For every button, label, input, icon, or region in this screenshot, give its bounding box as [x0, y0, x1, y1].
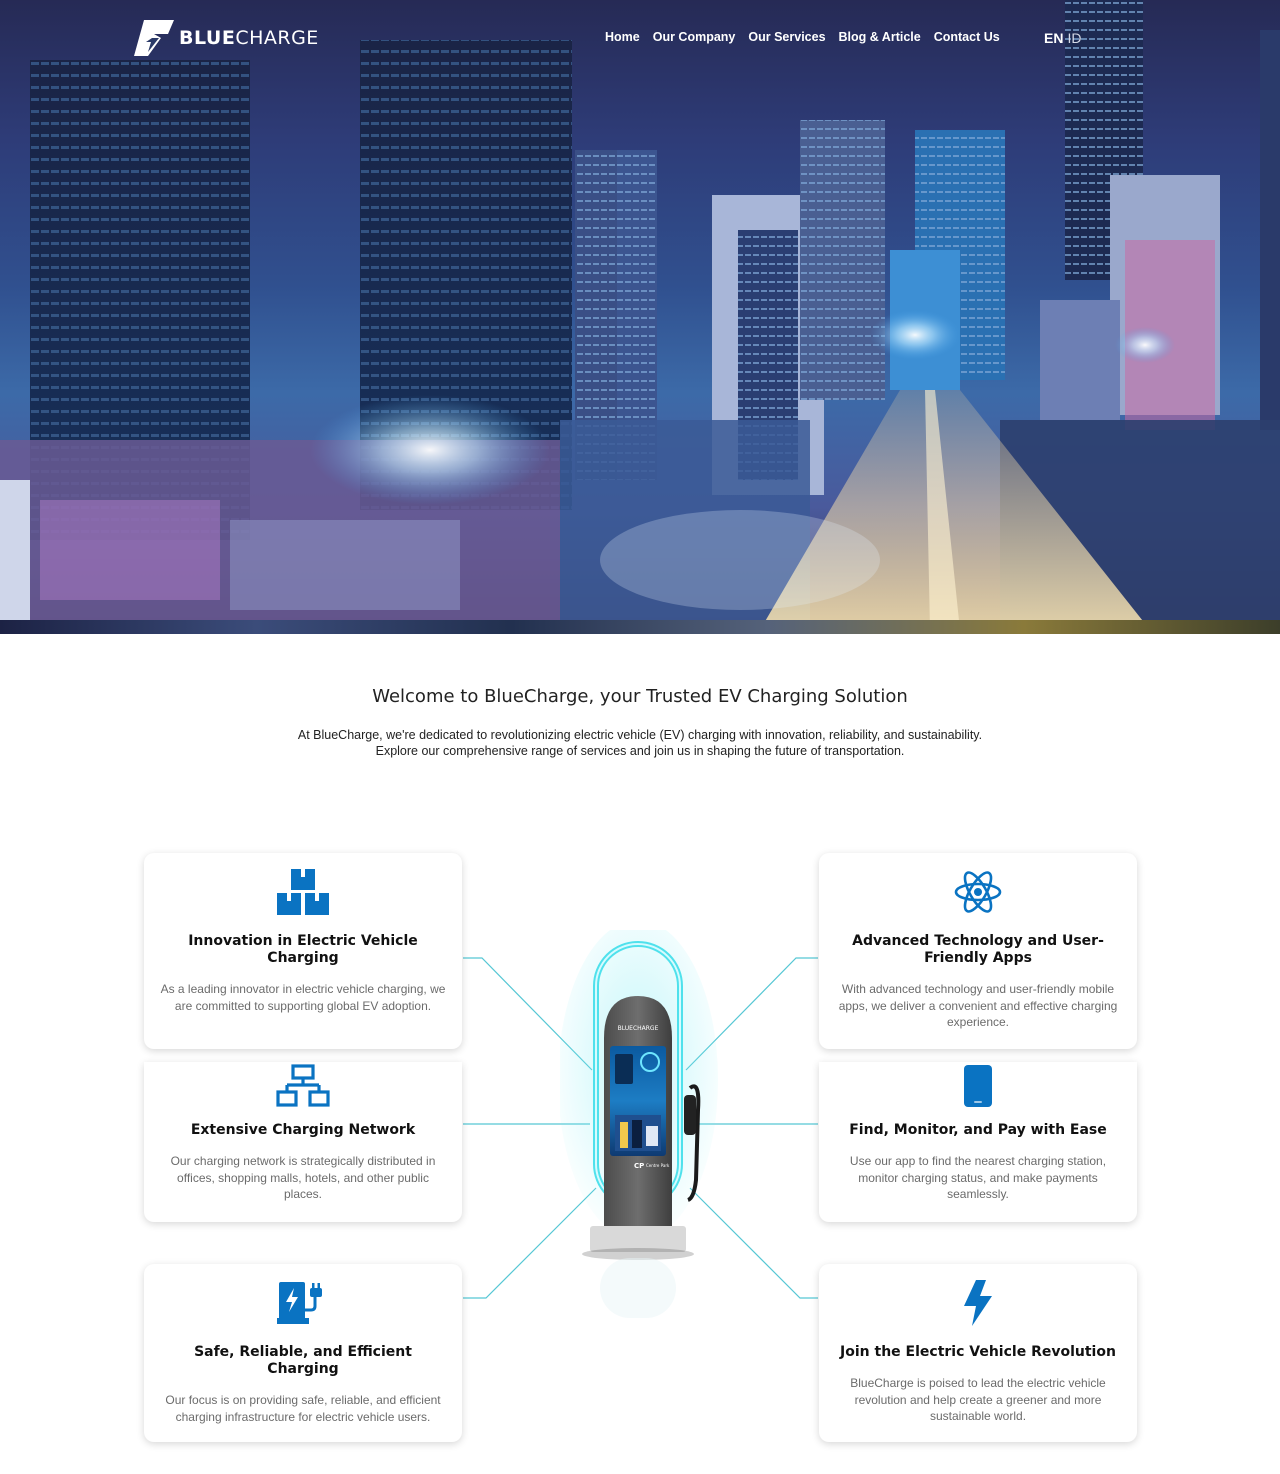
feature-title: Innovation in Electric Vehicle Charging — [188, 933, 418, 966]
feature-text: With advanced technology and user-friendly mobile apps, we deliver a convenient and effective charging experience. — [838, 982, 1118, 1029]
boxes-icon — [277, 869, 329, 915]
lang-en[interactable]: EN — [1044, 30, 1064, 46]
lightning-icon — [962, 1280, 994, 1326]
feature-card-technology — [819, 853, 1137, 1049]
feature-text: BlueCharge is poised to lead the electric vehicle revolution and help create a greener and more sustainable world. — [850, 1376, 1106, 1423]
feature-title: Extensive Charging Network — [190, 1122, 416, 1138]
feature-title: Find, Monitor, and Pay with Ease — [849, 1122, 1107, 1138]
feature-card-network — [144, 1062, 462, 1222]
smartphone-icon — [963, 1064, 993, 1108]
nav-contact-us[interactable]: Contact Us — [933, 30, 1000, 44]
feature-card-safe-reliable — [144, 1264, 462, 1442]
charger-brand-label: BLUECHARGE — [617, 1025, 659, 1032]
feature-title: Safe, Reliable, and Efficient Charging — [194, 1344, 412, 1377]
feature-card-find-monitor-pay — [819, 1062, 1137, 1222]
feature-text: Our focus is on providing safe, reliable, and efficient charging infrastructure for electric vehicle users. — [165, 1393, 441, 1424]
atom-icon — [954, 869, 1002, 915]
nav-blog-article[interactable]: Blog & Article — [838, 30, 921, 44]
feature-text: Use our app to find the nearest charging station, monitor charging status, and make payments seamlessly. — [849, 1154, 1107, 1201]
welcome-title: Welcome to BlueCharge, your Trusted EV Charging Solution — [372, 686, 908, 707]
ev-charger-image — [560, 930, 720, 1350]
nav-home[interactable]: Home — [605, 30, 640, 44]
nav-our-services[interactable]: Our Services — [748, 30, 826, 44]
charger-partner-mark: CP — [634, 1162, 645, 1170]
charger-partner-label: Centre Park — [646, 1163, 670, 1168]
feature-card-innovation — [144, 853, 462, 1049]
network-icon — [275, 1064, 331, 1108]
feature-title: Advanced Technology and User-Friendly Apps — [852, 933, 1104, 966]
lang-id[interactable]: ID — [1067, 30, 1082, 46]
ev-charger-icon — [277, 1280, 329, 1326]
feature-text: Our charging network is strategically distributed in offices, shopping malls, hotels, and other public places. — [170, 1154, 436, 1201]
nav-our-company[interactable]: Our Company — [652, 30, 736, 44]
welcome-line-1: At BlueCharge, we're dedicated to revolutionizing electric vehicle (EV) charging with innovation, reliability, and sustainability. — [297, 728, 983, 742]
feature-card-join-revolution — [819, 1264, 1137, 1442]
feature-text: As a leading innovator in electric vehicle charging, we are committed to supporting global EV adoption. — [160, 982, 446, 1013]
feature-title: Join the Electric Vehicle Revolution — [840, 1344, 1116, 1360]
welcome-line-2: Explore our comprehensive range of services and join us in shaping the future of transportation. — [375, 744, 905, 758]
brand-wordmark: BLUECHARGE — [179, 27, 319, 49]
